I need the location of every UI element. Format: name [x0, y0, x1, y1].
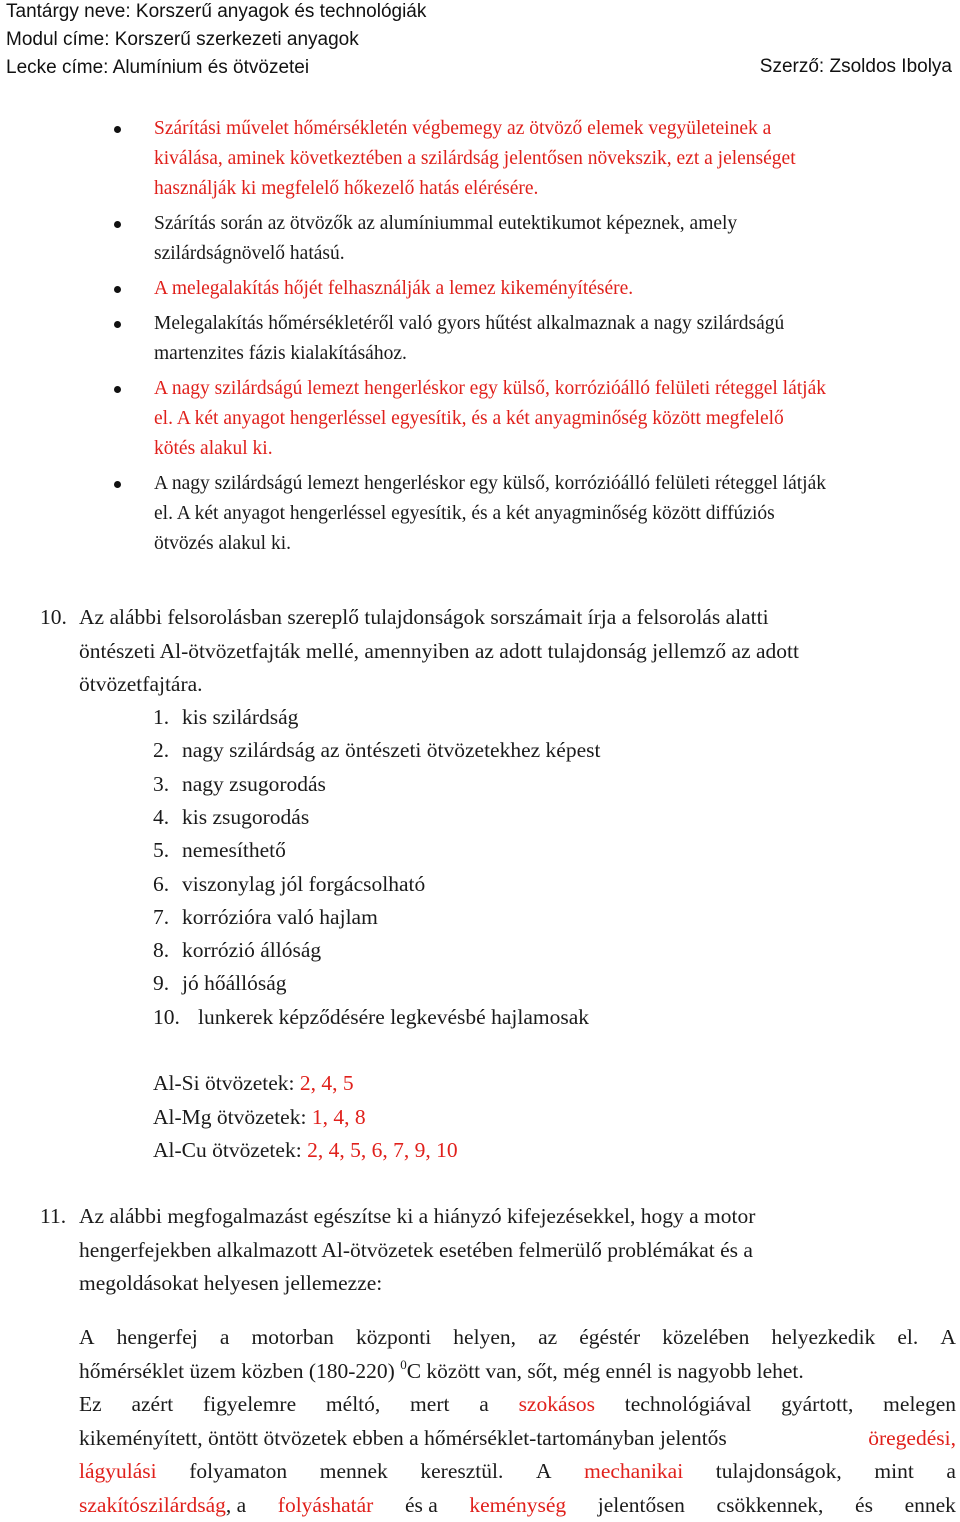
answer-word: szokásos: [519, 1388, 595, 1422]
bullet-line: ötvözés alakul ki.: [154, 529, 954, 559]
paragraph-word: , a: [226, 1493, 246, 1517]
bullet-item: [154, 274, 954, 304]
q10-line: ötvözetfajtára.: [79, 668, 949, 702]
paragraph-word: mint: [874, 1455, 913, 1489]
bullet-item: [154, 374, 954, 464]
property-number: 3.: [153, 768, 182, 802]
paragraph-word: figyelemre: [203, 1388, 296, 1422]
paragraph-word: csökkennek,: [717, 1489, 824, 1522]
property-item: [153, 967, 287, 1001]
q10-text: [79, 601, 949, 702]
property-item: [153, 868, 425, 902]
property-text: korrózió állóság: [182, 938, 321, 962]
q11-line: megoldásokat helyesen jellemezze:: [79, 1267, 949, 1301]
property-item: [153, 768, 326, 802]
bullet-line: Szárítási művelet hőmérsékletén végbemegy az ötvöző elemek vegyületeinek a: [154, 114, 954, 144]
paragraph-word: melegen: [883, 1388, 956, 1422]
answer-word: folyáshatár: [278, 1489, 374, 1522]
paragraph-word: a: [220, 1321, 230, 1355]
alloy-answer-row: [153, 1134, 458, 1168]
bullet-line: el. A két anyagot hengerléssel egyesítik, és a két anyagminőség között diffúziós: [154, 499, 954, 529]
bullet-line: kötés alakul ki.: [154, 434, 954, 464]
paragraph-word: A: [79, 1321, 95, 1355]
paragraph-word: tulajdonságok,: [716, 1455, 842, 1489]
property-text: viszonylag jól forgácsolható: [182, 872, 425, 896]
property-item: [153, 734, 600, 768]
paragraph-word: helyen,: [453, 1321, 516, 1355]
paragraph-line: [79, 1388, 956, 1422]
paragraph-word: ennek: [905, 1489, 956, 1522]
q11-line: hengerfejekben alkalmazott Al-ötvözetek esetében felmerülő problémákat és a: [79, 1234, 949, 1268]
paragraph-word: mert: [410, 1388, 449, 1422]
alloy-answer-row: [153, 1067, 354, 1101]
property-number: 10.: [153, 1001, 198, 1035]
bullet-item: [154, 209, 954, 269]
bullet-line: Szárítás során az ötvözők az alumíniummal eutektikumot képeznek, amely: [154, 209, 954, 239]
paragraph-word: keresztül.: [420, 1455, 503, 1489]
bullet-dot-icon: [114, 286, 121, 293]
paragraph-text: hőmérséklet üzem közben (180-220) $^0$C között van, sőt, még ennél is nagyobb lehet.: [79, 1355, 804, 1389]
header-subject: Tantárgy neve: Korszerű anyagok és technológiák: [6, 1, 426, 23]
paragraph-line: [79, 1455, 956, 1489]
alloy-answer-value: 2, 4, 5: [300, 1071, 354, 1095]
q11-paragraph: [79, 1321, 956, 1522]
paragraph-word: és a: [405, 1489, 438, 1522]
alloy-label: Al-Cu ötvözetek:: [153, 1138, 307, 1162]
paragraph-word: A: [940, 1321, 956, 1355]
paragraph-word: helyezkedik: [771, 1321, 875, 1355]
bullet-dot-icon: [114, 321, 121, 328]
alloy-answer-row: [153, 1101, 366, 1135]
paragraph-word: méltó,: [326, 1388, 380, 1422]
bullet-line: Melegalakítás hőmérsékletéről való gyors hűtést alkalmaznak a nagy szilárdságú: [154, 309, 954, 339]
paragraph-line: [79, 1355, 956, 1389]
q11-line: Az alábbi megfogalmazást egészítse ki a hiányzó kifejezésekkel, hogy a motor: [79, 1200, 949, 1234]
bullet-dot-icon: [114, 221, 121, 228]
paragraph-word: el.: [897, 1321, 918, 1355]
property-number: 8.: [153, 934, 182, 968]
paragraph-word: technológiával: [625, 1388, 752, 1422]
property-number: 9.: [153, 967, 182, 1001]
paragraph-line: [79, 1489, 956, 1522]
paragraph-word: központi: [356, 1321, 431, 1355]
property-number: 1.: [153, 701, 182, 735]
bullet-line: szilárdságnövelő hatású.: [154, 239, 954, 269]
paragraph-word: a: [946, 1455, 956, 1489]
paragraph-word: Ez: [79, 1388, 102, 1422]
alloy-answer-value: 2, 4, 5, 6, 7, 9, 10: [307, 1138, 458, 1162]
header-lesson: Lecke címe: Alumínium és ötvözetei: [6, 57, 309, 79]
alloy-label: Al-Si ötvözetek:: [153, 1071, 300, 1095]
answer-word: keménység: [469, 1489, 566, 1522]
property-item: [153, 1001, 589, 1035]
answer-word: szakítószilárdság: [79, 1493, 226, 1517]
bullet-item: [154, 469, 954, 559]
answer-word: lágyulási: [79, 1455, 157, 1489]
paragraph-word: azért: [131, 1388, 173, 1422]
property-text: korrózióra való hajlam: [182, 905, 378, 929]
bullet-line: el. A két anyagot hengerléssel egyesítik, és a két anyagminőség között megfelelő: [154, 404, 954, 434]
bullet-dot-icon: [114, 386, 121, 393]
property-number: 5.: [153, 834, 182, 868]
paragraph-word: mennek: [320, 1455, 388, 1489]
q10-line: Az alábbi felsorolásban szereplő tulajdonságok sorszámait írja a felsorolás alatti: [79, 601, 949, 635]
q11-text: [79, 1200, 949, 1301]
header-module: Modul címe: Korszerű szerkezeti anyagok: [6, 29, 359, 51]
property-text: lunkerek képződésére legkevésbé hajlamosak: [198, 1005, 589, 1029]
paragraph-word: és: [855, 1489, 873, 1522]
bullet-line: A melegalakítás hőjét felhasználják a lemez kikeményítésére.: [154, 274, 954, 304]
bullet-dot-icon: [114, 481, 121, 488]
property-number: 7.: [153, 901, 182, 935]
paragraph-word: gyártott,: [781, 1388, 853, 1422]
alloy-label: Al-Mg ötvözetek:: [153, 1105, 312, 1129]
property-text: jó hőállóság: [182, 971, 287, 995]
q10-line: öntészeti Al-ötvözetfajták mellé, amennyiben az adott tulajdonság jellemző az adott: [79, 635, 949, 669]
property-text: kis szilárdság: [182, 705, 298, 729]
bullet-line: A nagy szilárdságú lemezt hengerléskor egy külső, korrózióálló felületi réteggel látják: [154, 469, 954, 499]
bullet-item: [154, 309, 954, 369]
bullet-line: kiválása, aminek következtében a szilárdság jelentősen növekszik, ezt a jelenséget: [154, 144, 954, 174]
property-item: [153, 701, 298, 735]
bullet-dot-icon: [114, 126, 121, 133]
paragraph-word: égéstér: [579, 1321, 640, 1355]
paragraph-text: kikeményített, öntött ötvözetek ebben a hőmérséklet-tartományban jelentős: [79, 1422, 727, 1456]
bullet-line: martenzites fázis kialakításához.: [154, 339, 954, 369]
property-text: nagy szilárdság az öntészeti ötvözetekhez képest: [182, 738, 600, 762]
property-item: [153, 834, 286, 868]
property-item: [153, 801, 309, 835]
answer-word: mechanikai: [584, 1455, 683, 1489]
paragraph-word: A: [536, 1455, 552, 1489]
paragraph-line: [79, 1321, 956, 1355]
property-text: nemesíthető: [182, 838, 286, 862]
property-text: nagy zsugorodás: [182, 772, 326, 796]
paragraph-word: [79, 1489, 246, 1522]
paragraph-word: motorban: [251, 1321, 333, 1355]
property-item: [153, 901, 378, 935]
property-item: [153, 934, 321, 968]
header-author: Szerző: Zsoldos Ibolya: [760, 56, 952, 78]
paragraph-word: hengerfej: [117, 1321, 198, 1355]
paragraph-word: folyamaton: [189, 1455, 287, 1489]
property-number: 6.: [153, 868, 182, 902]
bullet-line: használják ki megfelelő hőkezelő hatás elérésére.: [154, 174, 954, 204]
property-text: kis zsugorodás: [182, 805, 309, 829]
q11-number: 11.: [40, 1200, 66, 1234]
property-number: 4.: [153, 801, 182, 835]
paragraph-word: a: [479, 1388, 489, 1422]
degree-superscript: 0: [400, 1357, 407, 1372]
paragraph-line: [79, 1422, 956, 1456]
q10-number: 10.: [40, 601, 67, 635]
paragraph-word: az: [538, 1321, 557, 1355]
answer-word: öregedési,: [868, 1422, 956, 1456]
paragraph-word: közelében: [662, 1321, 749, 1355]
bullet-item: [154, 114, 954, 204]
alloy-answer-value: 1, 4, 8: [312, 1105, 366, 1129]
bullet-line: A nagy szilárdságú lemezt hengerléskor egy külső, korrózióálló felületi réteggel látják: [154, 374, 954, 404]
paragraph-word: jelentősen: [598, 1489, 685, 1522]
property-number: 2.: [153, 734, 182, 768]
